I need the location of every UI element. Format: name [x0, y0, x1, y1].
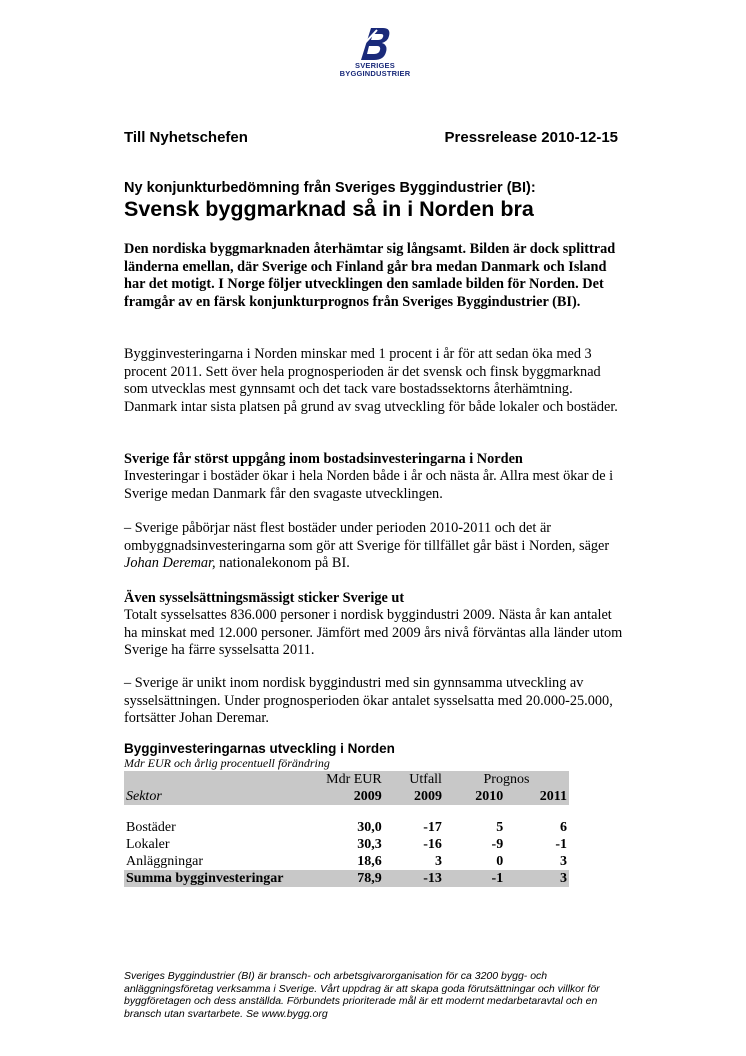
- row-mdr: 30,0: [357, 820, 382, 835]
- table-subtitle: Mdr EUR och årlig procentuell förändring: [124, 756, 330, 770]
- table-row: [124, 853, 569, 870]
- table-header-row-2: [124, 788, 569, 805]
- recipient-label: Till Nyhetschefen: [124, 129, 248, 146]
- paragraph-employment: Totalt sysselsattes 836.000 personer i nordisk byggindustri 2009. Nästa år kan antalet ha minskat med 12.000 personer. Jämfört med 2009 års nivå förväntas alla länder utom Sverige ha färre sysselsatta 2011.: [124, 607, 623, 658]
- quote-employment: – Sverige är unikt inom nordisk byggindustri med sin gynnsamma utveckling av sysselsättningen. Under prognosperioden ökar antalet sysselsatta med 20.000-25.000, fortsätter Johan Deremar.: [124, 675, 613, 726]
- table-total-row: [124, 870, 569, 887]
- header-prognos: Prognos: [444, 771, 569, 788]
- row-utfall: -17: [423, 820, 442, 835]
- row-2011: 6: [560, 820, 567, 835]
- header-year-2011: 2011: [505, 788, 569, 805]
- header-sector: Sektor: [124, 788, 313, 805]
- paragraph-1: Bygginvesteringarna i Norden minskar med 1 procent i år för att sedan öka med 3 procent 2011. Sett över hela prognosperioden är det svensk och finsk byggmarknad som utvecklas mest gynnsamt och det tack vare bostadssektorns återhämtning. Danmark intar sista platsen på grund av svag utveckling för både lokaler och bostäder.: [124, 346, 618, 415]
- quote-text: – Sverige påbörjar näst flest bostäder under perioden 2010-2011 och det är ombyggnadsinvesteringarna som gör att Sverige för tillfället går bäst i Norden, säger: [124, 520, 610, 554]
- bi-logo-icon: [357, 24, 393, 62]
- logo: [330, 24, 420, 78]
- header-year-mdr: 2009: [313, 788, 383, 805]
- total-utfall: -13: [384, 870, 444, 887]
- row-label: Anläggningar: [126, 854, 203, 869]
- section-heading-housing: Sverige får störst uppgång inom bostadsinvesteringarna i Norden: [124, 451, 523, 467]
- quote-person: Johan Deremar,: [124, 555, 216, 571]
- lead-paragraph: Den nordiska byggmarknaden återhämtar sig långsamt. Bilden är dock splittrad länderna emellan, där Sverige och Finland går bra medan Danmark och Island har det motigt. I Norge följer utvecklingen den samlade bilden för Norden. Det framgår av en färsk konjunkturprognos från Sveriges Byggindustrier (BI).: [124, 241, 616, 310]
- total-mdr: 78,9: [313, 870, 383, 887]
- header-mdr: Mdr EUR: [313, 771, 383, 788]
- total-2011: 3: [505, 870, 569, 887]
- total-label: Summa bygginvesteringar: [124, 870, 313, 887]
- row-2010: -9: [491, 837, 504, 852]
- release-date: Pressrelease 2010-12-15: [444, 129, 618, 146]
- header-year-utfall: 2009: [384, 788, 444, 805]
- header-utfall: Utfall: [384, 771, 444, 788]
- total-2010: -1: [444, 870, 505, 887]
- header-year-2010: 2010: [444, 788, 505, 805]
- row-mdr: 30,3: [357, 837, 382, 852]
- footer-note: Sveriges Byggindustrier (BI) är bransch- och arbetsgivarorganisation för ca 3200 bygg- och anläggningsföretag verksamma i Sverige. Vårt uppdrag är att skapa goda förutsättningar och villkor för byggföretagen och dess anställda. Förbundets prioriterade mål är ett modernt medarbetaravtal och en bransch utan svartarbete. Se www.bygg.org: [124, 970, 600, 1020]
- section-heading-employment: Även sysselsättningsmässigt sticker Sverige ut: [124, 590, 405, 606]
- logo-text-1: SVERIGES: [355, 61, 395, 70]
- quote-housing: [124, 520, 624, 573]
- row-utfall: 3: [434, 854, 442, 869]
- row-mdr: 18,6: [357, 854, 382, 869]
- row-label: Lokaler: [126, 837, 170, 852]
- kicker: Ny konjunkturbedömning från Sveriges Byggindustrier (BI):: [124, 180, 536, 196]
- logo-text-2: BYGGINDUSTRIER: [339, 69, 411, 78]
- row-2010: 5: [496, 820, 504, 835]
- row-utfall: -16: [423, 837, 442, 852]
- row-2010: 0: [496, 854, 504, 869]
- investment-table: [124, 771, 569, 887]
- row-2011: -1: [555, 837, 567, 852]
- table-row: [124, 819, 569, 836]
- table-title: Bygginvesteringarnas utveckling i Norden: [124, 741, 395, 756]
- table-row: [124, 836, 569, 853]
- row-label: Bostäder: [126, 820, 176, 835]
- paragraph-housing: Investeringar i bostäder ökar i hela Norden både i år och nästa år. Allra mest ökar de i Sverige medan Danmark får den svagaste utvecklingen.: [124, 468, 614, 502]
- headline: Svensk byggmarknad så in i Norden bra: [124, 197, 534, 221]
- table-header-row-1: [124, 771, 569, 788]
- row-2011: 3: [560, 854, 567, 869]
- header-row: [124, 129, 618, 146]
- quote-role: nationalekonom på BI.: [215, 555, 350, 571]
